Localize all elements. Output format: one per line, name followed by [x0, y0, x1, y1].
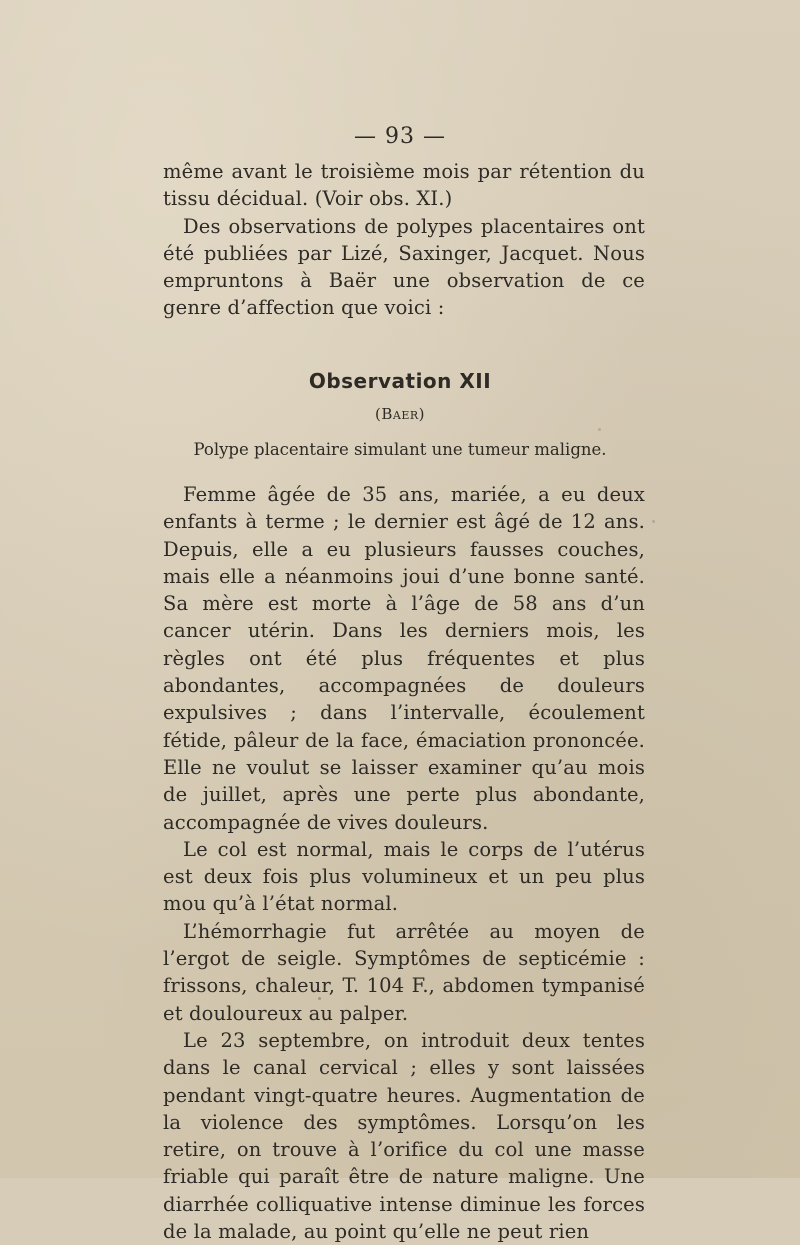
- observation-title: Observation XII: [308, 369, 492, 393]
- intro-paragraph: Des observations de polypes placentaires ont été publiées par Lizé, Saxinger, Jacquet. Nous empruntons à Baër une observation de ce genre d’affection que voici :: [163, 214, 645, 320]
- intro-text: [163, 158, 645, 322]
- body-paragraph-1: Femme âgée de 35 ans, mariée, a eu deux enfants à terme ; le dernier est âgé de 12 ans. Depuis, elle a eu plusieurs fausses couches, mais elle a néanmoins joui d’une bonne santé. Sa mère est morte à l’âge de 58 ans d’un cancer utérin. Dans les derniers mois, les règles ont été plus fréquentes et plus abondantes, accompagnées de douleurs expulsives ; dans l’intervalle, écoulement fétide, pâleur de la face, émaciation prononcée. Elle ne voulut se laisser examiner qu’au mois de juillet, après une perte plus abondante, accompagnée de vives douleurs.: [163, 483, 645, 834]
- observation-author: (Baer): [375, 405, 425, 423]
- paper-speck: [598, 428, 601, 431]
- continuation-paragraph: même avant le troisième mois par rétention du tissu décidual. (Voir obs. XI.): [163, 160, 645, 211]
- body-paragraph-3: L’hémorrhagie fut arrêtée au moyen de l’ergot de seigle. Symptômes de septicémie : frissons, chaleur, T. 104 F., abdomen tympanisé et douloureux au palper.: [163, 919, 645, 1025]
- paper-speck: [318, 997, 321, 1000]
- paper-speck: [652, 520, 655, 523]
- observation-body: [163, 481, 645, 1245]
- page-number: — 93 —: [354, 124, 446, 149]
- observation-subtitle: Polype placentaire simulant une tumeur maligne.: [193, 440, 607, 459]
- body-paragraph-2: Le col est normal, mais le corps de l’utérus est deux fois plus volumineux et un peu plus mou qu’à l’état normal.: [163, 837, 645, 916]
- body-paragraph-4: Le 23 septembre, on introduit deux tentes dans le canal cervical ; elles y sont laissées pendant vingt-quatre heures. Augmentation de la violence des symptômes. Lorsqu’on les retire, on trouve à l’orifice du col une masse friable qui paraît être de nature maligne. Une diarrhée colliquative intense diminue les forces de la malade, au point qu’elle ne peut rien: [163, 1028, 645, 1244]
